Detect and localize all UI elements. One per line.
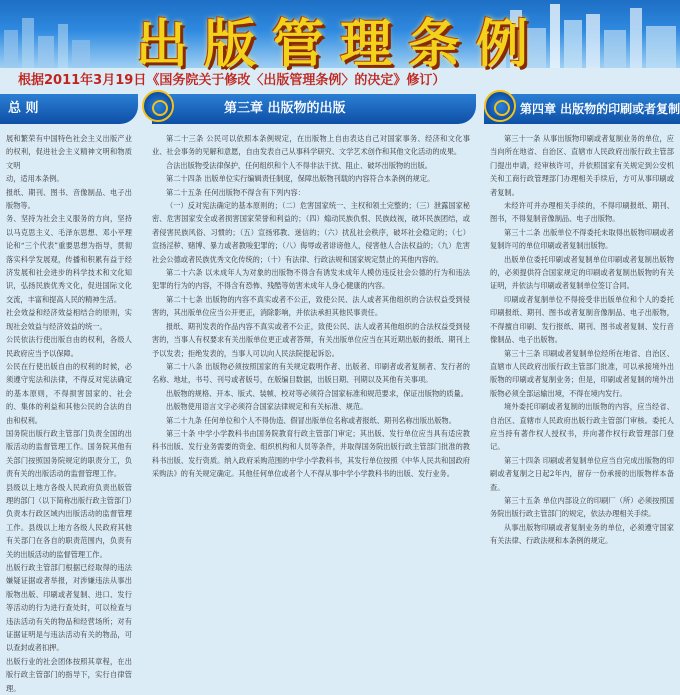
page-title: 出版管理条例 xyxy=(135,15,544,75)
header-banner xyxy=(0,0,680,75)
paragraph: 报纸、期刊发表的作品内容不真实或者不公正，致使公民、法人或者其他组织的合法权益受到侵害的，当事人有权要求有关出版单位更正或者答辩，有关出版单位应当在其近期出版的报纸、期刊上予以发表；拒绝发表的，当事人可以向人民法院提起诉讼。 xyxy=(152,321,470,358)
paragraph: 国务院出版行政主管部门负责全国的出版活动的监督管理工作。国务院其他有关部门按照国务院规定的职责分工，负责有关的出版活动的监督管理工作。 xyxy=(6,428,132,479)
paragraph: 出版物使用语言文字必须符合国家法律规定和有关标准、规范。 xyxy=(166,402,368,412)
publishing-emblem-icon xyxy=(484,90,516,122)
paragraph: 从事出版物印刷或者复制业务的单位，必须遵守国家有关法律、行政法规和本条例的规定。 xyxy=(490,522,674,546)
paragraph: 报纸、期刊、图书、音像制品、电子出版物等。 xyxy=(6,187,132,211)
paragraph: 第二十六条 以未成年人为对象的出版物不得含有诱发未成年人模仿违反社会公德的行为和违法犯罪的行为的内容，不得含有恐怖、残酷等妨害未成年人身心健康的内容。 xyxy=(152,268,470,291)
column-heading xyxy=(152,94,476,124)
paragraph: 公民依法行使出版自由的权利，各级人民政府应当予以保障。 xyxy=(6,335,132,358)
paragraph: （一）反对宪法确定的基本原则的；（二）危害国家统一、主权和领土完整的；（三）泄露国家秘密、危害国家安全或者损害国家荣誉和利益的；（四）煽动民族仇恨、民族歧视，破坏民族团结，或者侵害民族风俗、习惯的；（五）宣扬邪教、迷信的；（六）扰乱社会秩序，破坏社会稳定的；（七）宣扬淫秽、赌博、暴力或者教唆犯罪的；（八）侮辱或者诽谤他人，侵害他人合法权益的；（九）危害社会公德或者民族优秀文化传统的；（十）有法律、行政法规和国家规定禁止的其他内容的。 xyxy=(152,201,470,264)
paragraph: 境外委托印刷或者复制的出版物的内容，应当经省、自治区、直辖市人民政府出版行政主管部门审核。委托人应当持有著作权人授权书，并向著作权行政管理部门登记。 xyxy=(490,402,674,452)
column-body xyxy=(484,124,680,548)
paragraph: 公民在行使出版自由的权利的时候，必须遵守宪法和法律，不得反对宪法确定的基本原则，不得损害国家的、社会的、集体的利益和其他公民的合法的自由和权利。 xyxy=(6,361,132,425)
paragraph: 动，适用本条例。 xyxy=(6,174,64,184)
paragraph: 第三十五条 单位内部设立的印刷厂（所）必须按照国务院出版行政主管部门的规定，依法办理相关手续。 xyxy=(490,495,674,519)
paragraph: 县级以上地方各级人民政府负责出版管理的部门（以下简称出版行政主管部门）负责本行政区域内出版活动的监督管理工作。县级以上地方各级人民政府其他有关部门在各自的职责范围内，负责有关的出版活动的监督管理工作。 xyxy=(6,482,132,559)
paragraph: 第二十三条 公民可以依照本条例规定，在出版物上自由表达自己对国家事务、经济和文化事业、社会事务的见解和意愿，自由发表自己从事科学研究、文学艺术创作和其他文化活动的成果。 xyxy=(152,134,470,157)
paragraph: 社会效益和经济效益相结合的原则，实现社会效益与经济效益的统一。 xyxy=(6,308,132,331)
paragraph: 出版行政主管部门根据已经取得的违法嫌疑证据或者举报，对涉嫌违法从事出版物出版、印刷或者复制、进口、发行等活动的行为进行查处时，可以检查与违法活动有关的物品和经营场所；对有证据证明是与违法活动有关的物品，可以查封或者扣押。 xyxy=(6,563,132,653)
paragraph: 第二十四条 出版单位实行编辑责任制度，保障出版物刊载的内容符合本条例的规定。 xyxy=(166,174,435,184)
paragraph: 展和繁荣有中国特色社会主义出版产业的权利，促进社会主义精神文明和物质文明 xyxy=(6,134,132,170)
paragraph: 出版物的规格、开本、版式、装帧、校对等必须符合国家标准和规范要求，保证出版物的质量。 xyxy=(166,388,468,398)
paragraph: 第三十二条 出版单位不得委托未取得出版物印刷或者复制许可的单位印刷或者复制出版物。 xyxy=(490,227,674,251)
paragraph: 印刷或者复制单位不得接受非出版单位和个人的委托印刷报纸、期刊、图书或者复制音像制品、电子出版物，不得擅自印刷、发行报纸、期刊、图书或者复制、发行音像制品、电子出版物。 xyxy=(490,294,674,345)
paragraph: 第二十五条 任何出版物不得含有下列内容： xyxy=(166,187,305,197)
column-heading-label: 第三章 出版物的出版 xyxy=(224,101,346,116)
publishing-emblem-icon xyxy=(142,90,174,122)
amendment-subtitle: 根据2011年3月19日《国务院关于修改〈出版管理条例〉的决定》修订） xyxy=(18,73,446,88)
column-body xyxy=(0,124,138,695)
paragraph: 未经许可并办理相关手续的，不得印刷报纸、期刊、图书，不得复制音像制品、电子出版物。 xyxy=(490,201,674,224)
paragraph: 第二十八条 出版物必须按照国家的有关规定载明作者、出版者、印刷者或者复制者、发行者的名称、地址，书号、刊号或者版号，在版编目数据，出版日期、刊期以及其他有关事项。 xyxy=(152,361,470,385)
column-heading xyxy=(0,94,138,124)
paragraph: 第三十四条 印刷或者复制单位应当自完成出版物的印刷或者复制之日起2年内，留存一份承接的出版物样本备查。 xyxy=(490,455,674,492)
column-heading xyxy=(484,94,680,124)
column-heading-label: 第四章 出版物的印刷或者复制 xyxy=(520,102,680,116)
paragraph: 出版单位委托印刷或者复制单位印刷或者复制出版物的，必须提供符合国家规定的印刷或者复制出版物的有关证明，并依法与印刷或者复制单位签订合同。 xyxy=(490,254,674,291)
paragraph: 第二十九条 任何单位和个人不得伪造、假冒出版单位名称或者报纸、期刊名称出版出版物。 xyxy=(166,415,456,425)
paragraph: 出版行业的社会团体按照其章程，在出版行政主管部门的指导下，实行自律管理。 xyxy=(6,656,132,693)
paragraph: 第三十一条 从事出版物印刷或者复制业务的单位，应当向所在地省、自治区、直辖市人民政府出版行政主管部门提出申请，经审核许可，并依照国家有关规定到公安机关和工商行政管理部门办理相关手续后，方可从事印刷或者复制。 xyxy=(490,134,674,197)
column-body xyxy=(146,124,476,481)
column-chapter-4 xyxy=(484,94,680,546)
paragraph: 第三十条 中学小学教科书由国务院教育行政主管部门审定；其出版、发行单位应当具有适应教科书出版、发行业务需要的资金、组织机构和人员等条件，并取得国务院出版行政主管部门批准的教科书出版、发行资质。纳入政府采购范围的中学小学教科书，其发行单位按照《中华人民共和国政府采购法》的有关规定确定。其他任何单位或者个人不得从事中学小学教科书的出版、发行业务。 xyxy=(152,428,470,479)
column-heading-label: 总 则 xyxy=(8,101,39,116)
paragraph: 合法出版物受法律保护，任何组织和个人不得非法干扰、阻止、破坏出版物的出版。 xyxy=(166,160,432,170)
paragraph: 务、坚持为社会主义服务的方向，坚持以马克思主义、毛泽东思想、邓小平理论和“三个代表”重要思想为指导，贯彻落实科学发展观，传播和积累有益于经济发展和社会进步的科学技术和文化知识，弘扬民族优秀文化，促进国际文化交流，丰富和提高人民的精神生活。 xyxy=(6,214,132,304)
column-general-provisions xyxy=(0,94,138,693)
column-chapter-3 xyxy=(146,94,476,479)
paragraph: 第二十七条 出版物的内容不真实或者不公正，致使公民、法人或者其他组织的合法权益受到侵害的，其出版单位应当公开更正，消除影响，并依法承担其他民事责任。 xyxy=(152,294,470,318)
paragraph: 第三十三条 印刷或者复制单位经所在地省、自治区、直辖市人民政府出版行政主管部门批准，可以承接境外出版物的印刷或者复制业务；但是，印刷或者复制的境外出版物必须全部运输出境，不得在境内发行。 xyxy=(490,348,674,398)
